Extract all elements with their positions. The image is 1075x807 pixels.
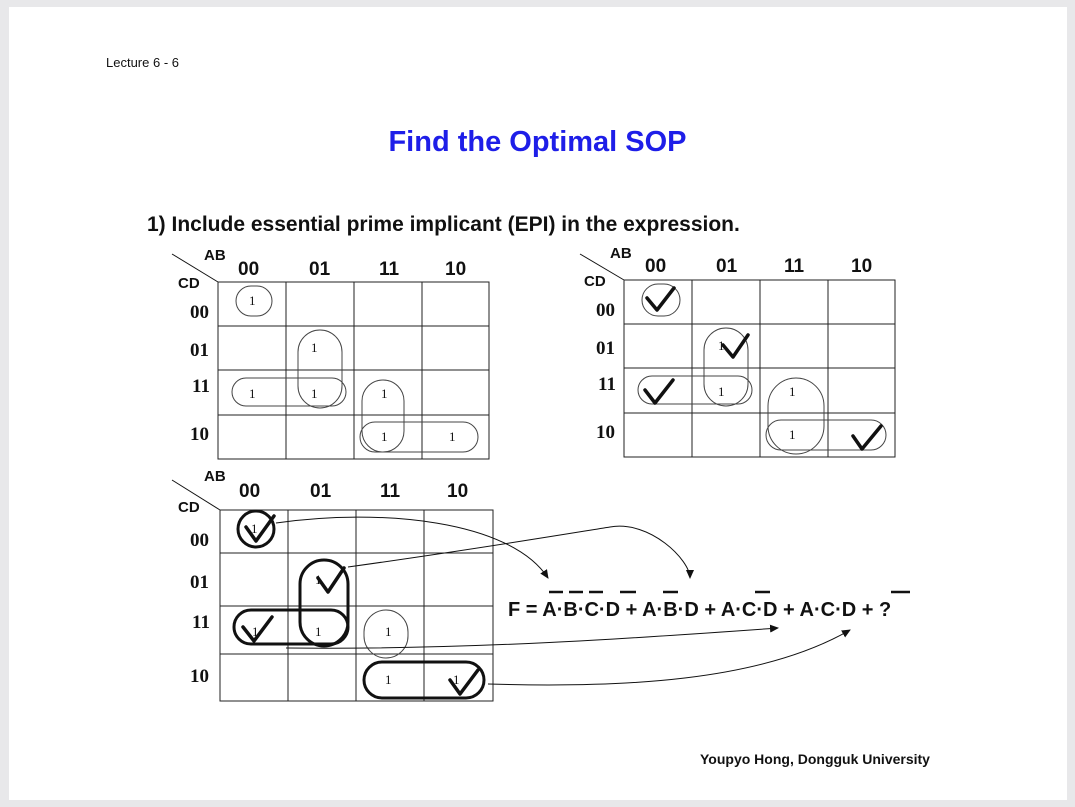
kmap-3-cd-label: CD	[178, 499, 200, 516]
kmap-1-cell-1: 1	[381, 429, 388, 444]
kmap-3-col-00: 00	[239, 481, 261, 502]
kmap-3-cell-1: 1	[252, 624, 259, 639]
kmap-1-row-10: 10	[190, 424, 209, 445]
equation	[508, 592, 910, 621]
equation-separator: +	[698, 599, 721, 621]
check-icon	[853, 426, 881, 449]
kmap-3-cell-1: 1	[385, 624, 392, 639]
kmap-3-row-10: 10	[190, 666, 209, 687]
kmap-2-col-11: 11	[784, 256, 805, 277]
kmap-2-row-11: 11	[598, 374, 616, 395]
kmap-1-col-11: 11	[379, 259, 400, 280]
check-icon	[645, 380, 673, 403]
kmap-2-col-00: 00	[645, 256, 667, 277]
kmap-2-row-10: 10	[596, 422, 615, 443]
kmap-2-grid	[624, 280, 895, 457]
kmap-3-cell-1: 1	[315, 624, 322, 639]
kmap-1-col-00: 00	[238, 259, 260, 280]
check-icon	[647, 288, 674, 310]
kmap-1-ab-label: AB	[204, 247, 226, 264]
kmap-2-cd-label: CD	[584, 273, 606, 290]
lecture-label: Lecture 6 - 6	[106, 55, 179, 70]
equation-separator: +	[620, 599, 643, 621]
kmap-2-col-01: 01	[716, 256, 738, 277]
equation-term-2: A·B·D	[642, 599, 699, 621]
kmap-3-row-01: 01	[190, 572, 209, 593]
step-text: 1) Include essential prime implicant (EPI) in the expression.	[147, 213, 740, 236]
kmap-3-row-00: 00	[190, 530, 209, 551]
equation-term-3: A·C·D	[720, 599, 778, 621]
kmap-1-cd-label: CD	[178, 275, 200, 292]
footer-credit: Youpyo Hong, Dongguk University	[700, 751, 930, 767]
kmap-3	[172, 468, 493, 701]
kmap-2-cell-1: 1	[789, 384, 796, 399]
kmap-2-cell-1: 1	[789, 427, 796, 442]
kmap-1	[172, 247, 489, 459]
kmap-1-cell-1: 1	[249, 293, 256, 308]
kmap-2-cell-1: 1	[718, 384, 725, 399]
check-icon	[318, 568, 344, 592]
kmap-2-row-00: 00	[596, 300, 615, 321]
slide-title: Find the Optimal SOP	[388, 126, 687, 158]
kmap-3-cell-1: 1	[251, 521, 258, 536]
kmap-2-cell-1: 1	[718, 338, 725, 353]
kmap-1-row-11: 11	[192, 376, 210, 397]
kmap-3-cell-1: 1	[453, 672, 460, 687]
kmap-1-row-00: 00	[190, 302, 209, 323]
kmap-1-cell-1: 1	[449, 429, 456, 444]
kmap-1-col-10: 10	[445, 259, 467, 280]
equation-prefix: F =	[508, 599, 543, 621]
kmap-3-col-01: 01	[310, 481, 332, 502]
kmap-1-row-01: 01	[190, 340, 209, 361]
kmap-3-row-11: 11	[192, 612, 210, 633]
kmap-3-ab-label: AB	[204, 468, 226, 485]
kmap-3-cell-1: 1	[315, 572, 322, 587]
kmap-1-cell-1: 1	[249, 386, 256, 401]
kmap-1-col-01: 01	[309, 259, 331, 280]
kmap-3-col-11: 11	[380, 481, 401, 502]
equation-separator: +	[777, 599, 800, 621]
kmap-2	[580, 245, 895, 457]
kmap-3-cell-1: 1	[385, 672, 392, 687]
kmap-2-col-10: 10	[851, 256, 873, 277]
kmap-1-cell-1: 1	[311, 340, 318, 355]
equation-term-1: A·B·C·D	[542, 599, 621, 621]
kmap-1-cell-1: 1	[381, 386, 388, 401]
equation-suffix: + ?	[856, 599, 892, 621]
kmap-3-col-10: 10	[447, 481, 469, 502]
kmap-1-cell-1: 1	[311, 386, 318, 401]
equation-text	[508, 599, 891, 621]
kmap-2-row-01: 01	[596, 338, 615, 359]
check-icon	[723, 335, 748, 357]
kmap-2-ab-label: AB	[610, 245, 632, 262]
equation-term-4: A·C·D	[799, 599, 857, 621]
